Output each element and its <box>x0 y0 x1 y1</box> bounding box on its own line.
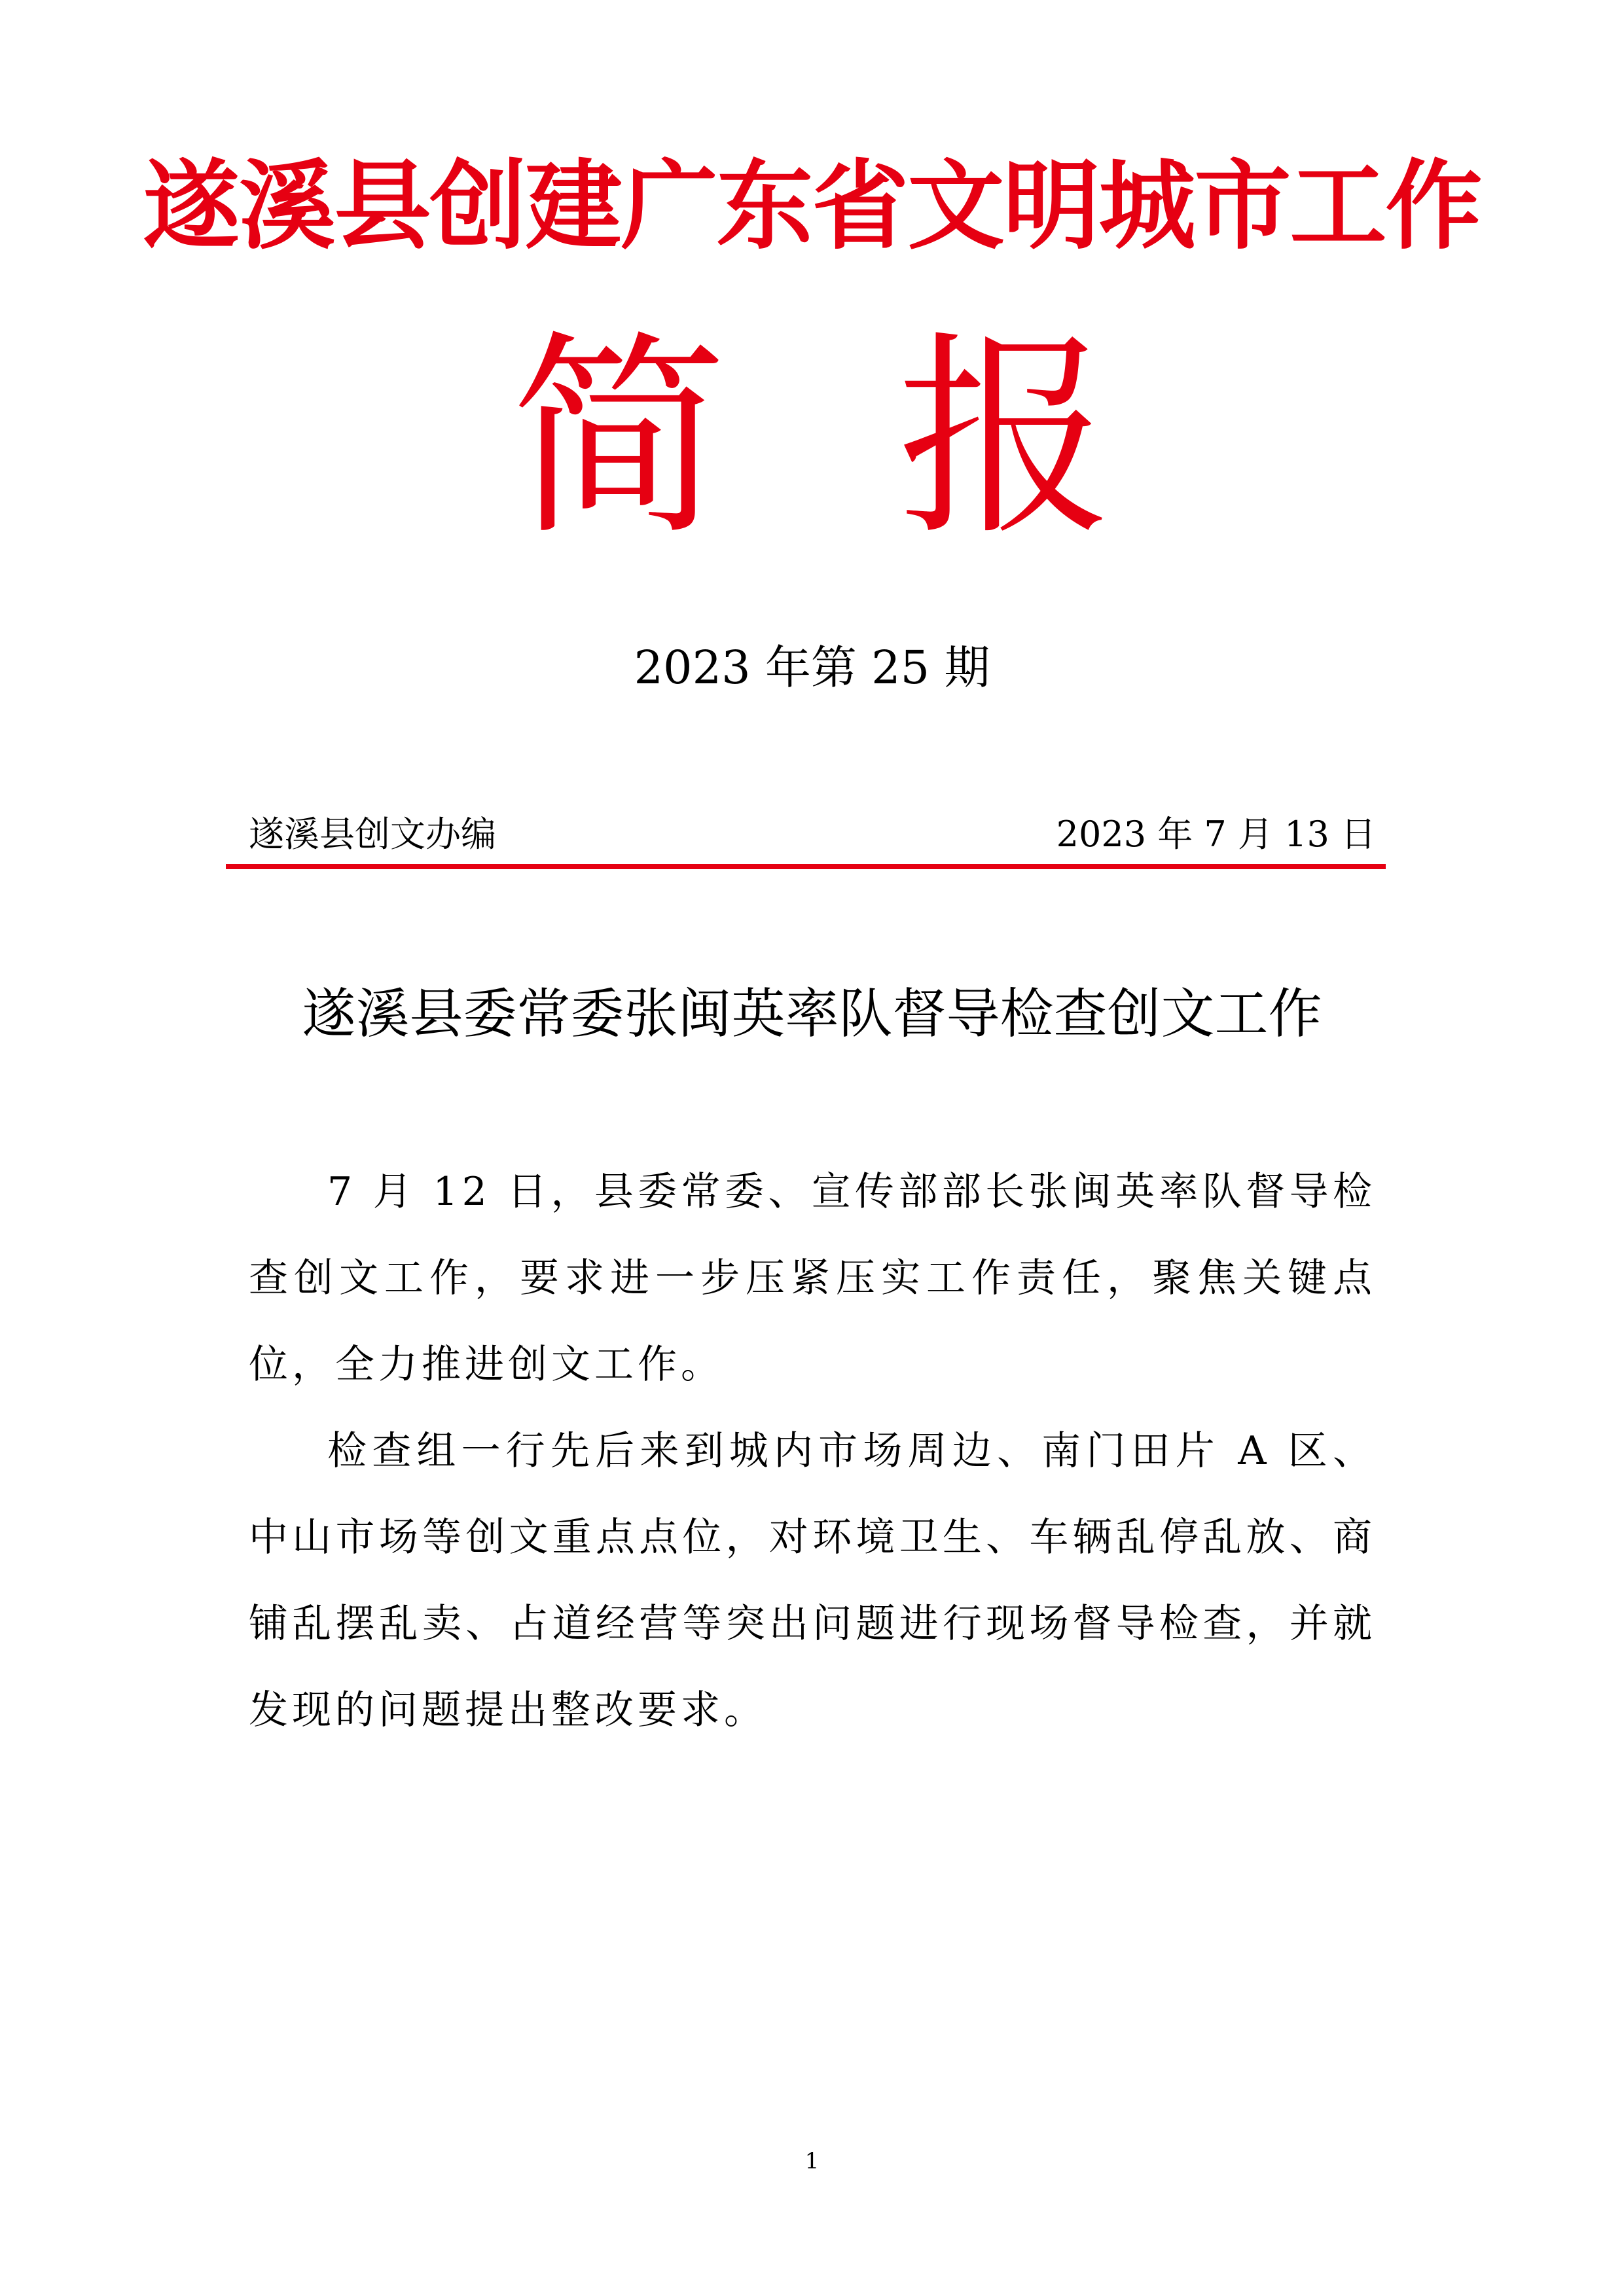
editor-name: 遂溪县创文办编 <box>249 814 496 855</box>
red-divider <box>226 864 1386 869</box>
publish-date: 2023 年 7 月 13 日 <box>1056 814 1376 855</box>
article-paragraph: 7 月 12 日，县委常委、宣传部部长张闽英率队督导检查创文工作，要求进一步压紧压实工作责任，聚焦关键点位，全力推进创文工作。 <box>249 1169 1376 1388</box>
masthead-char-bao: 报 <box>897 313 1113 564</box>
article-body <box>249 1149 1376 1753</box>
masthead-char-jian: 简 <box>511 313 727 564</box>
issue-number: 2023 年第 25 期 <box>634 641 990 694</box>
masthead-bulletin <box>0 313 1624 564</box>
page-number: 1 <box>804 2148 820 2174</box>
editor-row <box>249 808 1376 861</box>
article-paragraph: 检查组一行先后来到城内市场周边、南门田片 A 区、中山市场等创文重点点位，对环境卫生、车辆乱停乱放、商铺乱摆乱卖、占道经营等突出问题进行现场督导检查，并就发现的问题提出整改要求。 <box>249 1428 1376 1733</box>
masthead-title: 遂溪县创建广东省文明城市工作 <box>143 150 1481 262</box>
article-title: 遂溪县委常委张闽英率队督导检查创文工作 <box>302 983 1322 1045</box>
